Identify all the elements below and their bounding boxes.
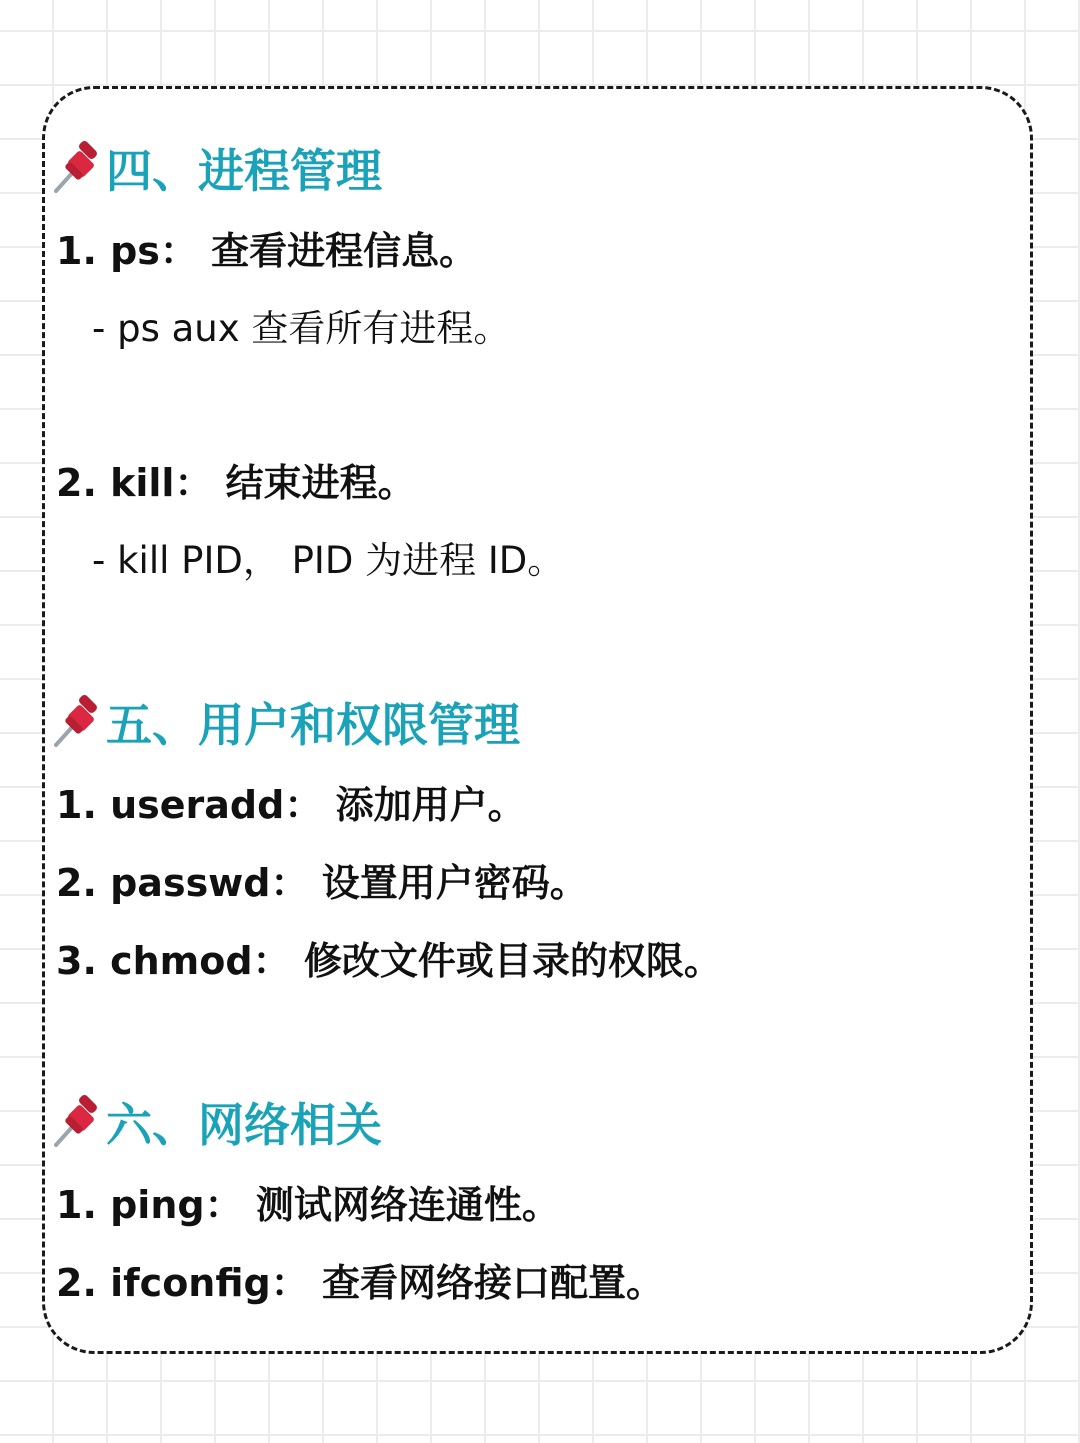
- list-item: 1. useradd： 添加用户。: [56, 783, 526, 827]
- list-subitem: - ps aux 查看所有进程。: [92, 307, 511, 350]
- list-item: 1. ps： 查看进程信息。: [56, 229, 478, 273]
- section-heading-user-permissions: [52, 692, 520, 752]
- list-item: 2. kill： 结束进程。: [56, 461, 416, 505]
- section-heading-process-management: [52, 138, 382, 198]
- section-heading-networking: [52, 1092, 382, 1152]
- list-item: 3. chmod： 修改文件或目录的权限。: [56, 939, 722, 983]
- list-item: 2. passwd： 设置用户密码。: [56, 861, 588, 905]
- list-subitem: - kill PID， PID 为进程 ID。: [92, 539, 565, 582]
- list-item: 1. ping： 测试网络连通性。: [56, 1183, 560, 1227]
- section-heading-text: 四、进程管理: [106, 144, 382, 198]
- section-heading-text: 五、用户和权限管理: [106, 698, 520, 752]
- section-heading-text: 六、网络相关: [106, 1098, 382, 1152]
- list-item: 2. ifconfig： 查看网络接口配置。: [56, 1261, 664, 1305]
- pushpin-icon: [52, 141, 104, 195]
- pushpin-icon: [52, 1095, 104, 1149]
- pushpin-icon: [52, 695, 104, 749]
